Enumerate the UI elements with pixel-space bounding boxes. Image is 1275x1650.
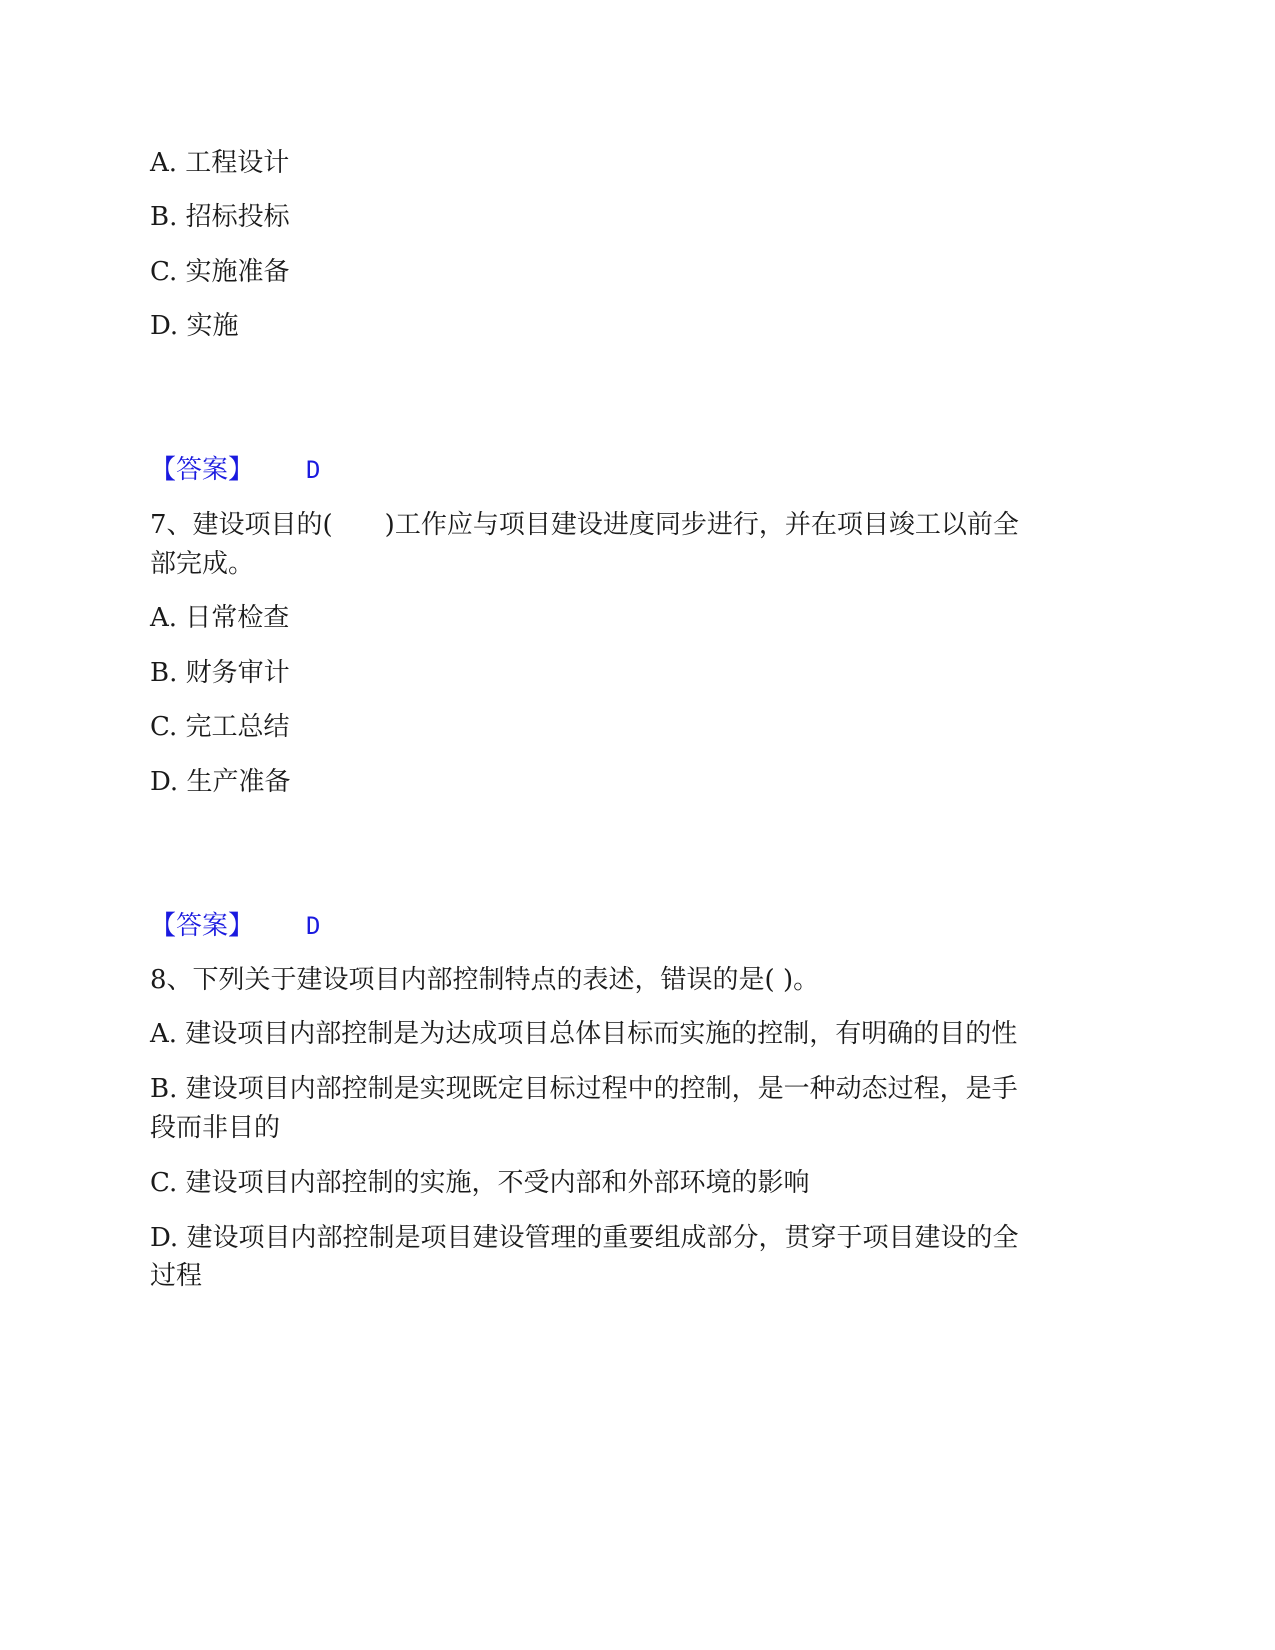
q7-option-d: D. 生产准备: [150, 767, 291, 797]
q8-option-b-line1: B. 建设项目内部控制是实现既定目标过程中的控制，是一种动态过程，是手: [150, 1074, 1018, 1104]
q7-option-b: B. 财务审计: [150, 658, 290, 688]
q6-answer: [150, 450, 320, 490]
q7-option-c: C. 完工总结: [150, 712, 290, 742]
q7-stem-line2: 部完成。: [150, 549, 255, 579]
q8-option-c: C. 建设项目内部控制的实施，不受内部和外部环境的影响: [150, 1168, 810, 1198]
q6-answer-label: 【答案】: [150, 455, 255, 485]
q8-option-d-line2: 过程: [150, 1261, 203, 1291]
q6-option-d: D. 实施: [150, 311, 239, 341]
q7-answer-label: 【答案】: [150, 911, 255, 941]
q8-option-a: A. 建设项目内部控制是为达成项目总体目标而实施的控制，有明确的目的性: [150, 1019, 1018, 1049]
q7-stem-line1: 7、建设项目的( )工作应与项目建设进度同步进行，并在项目竣工以前全: [150, 510, 1019, 540]
q7-option-a: A. 日常检查: [150, 603, 290, 633]
q8-option-d-line1: D. 建设项目内部控制是项目建设管理的重要组成部分，贯穿于项目建设的全: [150, 1223, 1019, 1253]
q7-answer-value: D: [306, 912, 321, 940]
q7-answer: [150, 906, 320, 946]
q6-option-b: B. 招标投标: [150, 202, 290, 232]
q6-option-c: C. 实施准备: [150, 257, 290, 287]
q8-option-b-line2: 段而非目的: [150, 1113, 281, 1143]
q6-answer-value: D: [306, 456, 321, 484]
q6-option-a: A. 工程设计: [150, 148, 290, 178]
q8-stem: 8、下列关于建设项目内部控制特点的表述，错误的是( )。: [150, 965, 820, 995]
